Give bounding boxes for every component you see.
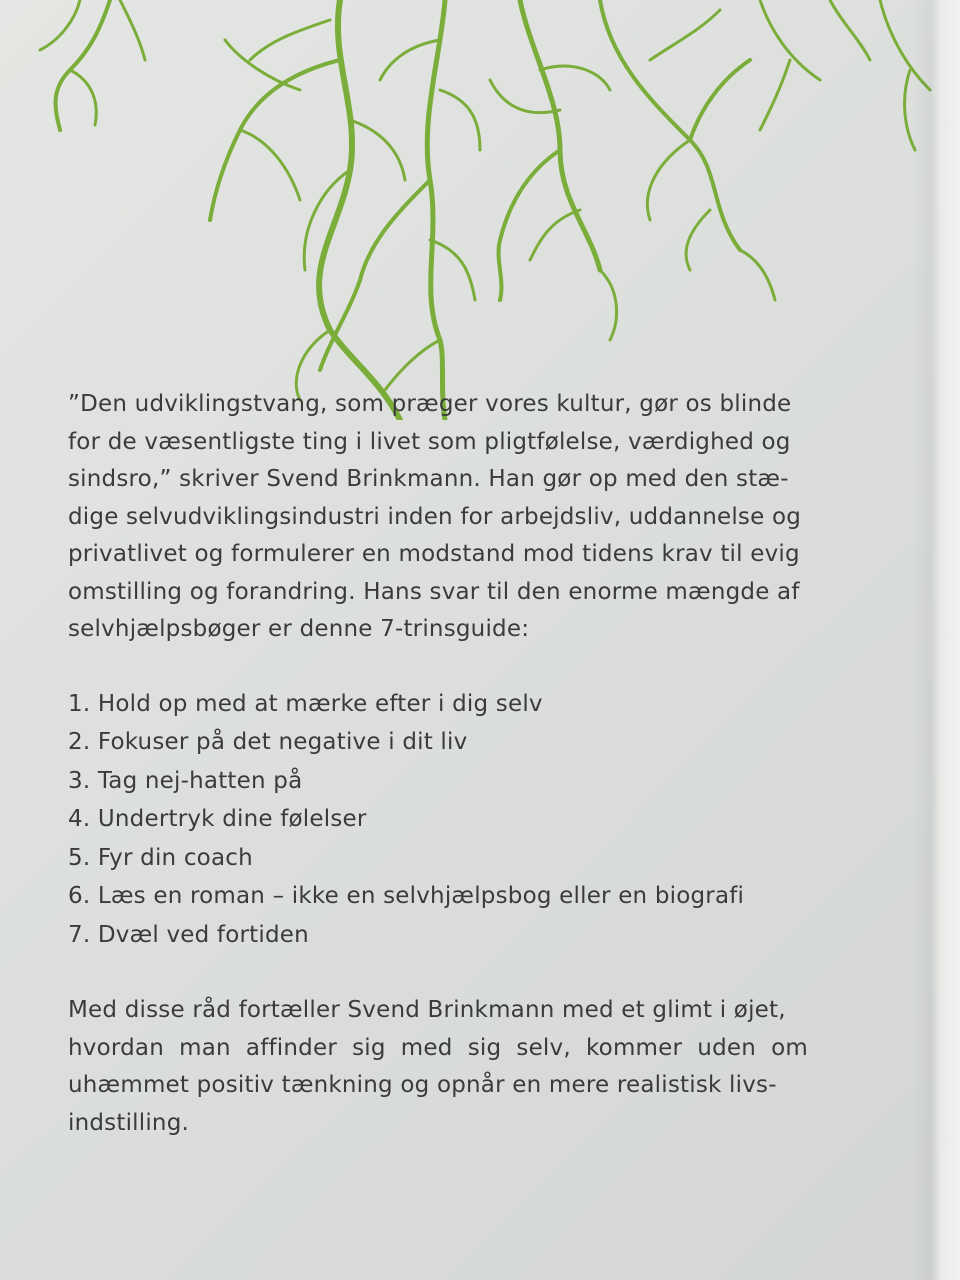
seven-step-guide-list bbox=[68, 685, 808, 955]
guide-step: 3. Tag nej-hatten på bbox=[68, 767, 303, 794]
outro-line: indstilling. bbox=[68, 1109, 190, 1136]
intro-line: for de væsentligste ting i livet som pligtfølelse, værdighed og bbox=[68, 428, 791, 455]
intro-line: selvhjælpsbøger er denne 7-trinsguide: bbox=[68, 616, 530, 642]
cover-edge bbox=[912, 0, 960, 1280]
outro-paragraph bbox=[68, 992, 808, 1142]
intro-line: privatlivet og formulerer en modstand mod tidens krav til evig bbox=[68, 541, 800, 567]
guide-step: 6. Læs en roman – ikke en selvhjælpsbog eller en biografi bbox=[68, 883, 745, 909]
intro-line: sindsro,” skriver Svend Brinkmann. Han gør op med den stæ- bbox=[68, 466, 789, 492]
intro-paragraph bbox=[68, 386, 808, 649]
intro-line: omstilling og forandring. Hans svar til den enorme mængde af bbox=[68, 578, 800, 605]
guide-step: 1. Hold op med at mærke efter i dig selv bbox=[68, 690, 543, 717]
intro-line: ”Den udviklingstvang, som præger vores kultur, gør os blinde bbox=[68, 391, 792, 417]
outro-line: Med disse råd fortæller Svend Brinkmann med et glimt i øjet, bbox=[68, 997, 786, 1023]
green-roots-illustration bbox=[0, 0, 960, 420]
outro-line: hvordan man affinder sig med sig selv, kommer uden om bbox=[68, 1034, 808, 1061]
guide-step: 7. Dvæl ved fortiden bbox=[68, 921, 309, 948]
back-cover-text bbox=[68, 386, 808, 1142]
guide-step: 2. Fokuser på det negative i dit liv bbox=[68, 729, 468, 755]
intro-line: dige selvudviklingsindustri inden for arbejdsliv, uddannelse og bbox=[68, 503, 802, 530]
outro-line: uhæmmet positiv tænkning og opnår en mere realistisk livs- bbox=[68, 1072, 777, 1098]
guide-step: 5. Fyr din coach bbox=[68, 844, 253, 871]
guide-step: 4. Undertryk dine følelser bbox=[68, 806, 367, 832]
